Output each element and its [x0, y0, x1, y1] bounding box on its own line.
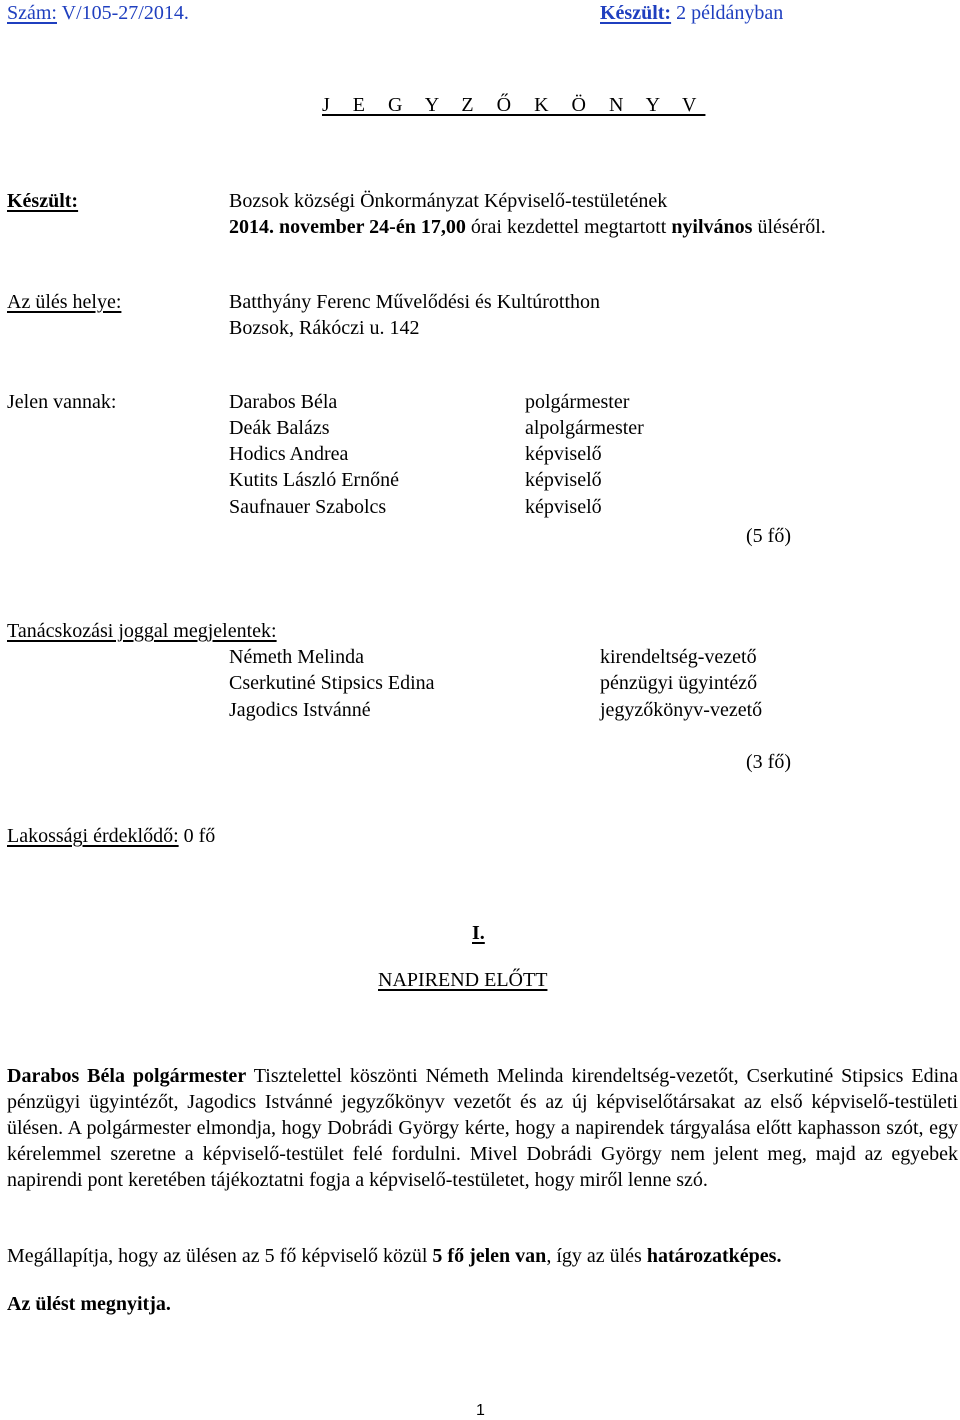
- meeting-date: 2014. november 24-én 17,00: [229, 216, 466, 238]
- list-item: Deák Balázs: [229, 417, 330, 439]
- section-number: I.: [472, 922, 485, 944]
- paragraph-3: Az ülést megnyitja.: [7, 1293, 171, 1315]
- page-number: 1: [476, 1402, 485, 1419]
- list-item-role: jegyzőkönyv-vezető: [600, 699, 763, 721]
- list-item-role: pénzügyi ügyintéző: [600, 672, 758, 694]
- jelen-label: Jelen vannak:: [7, 391, 117, 413]
- paragraph-2: [7, 1243, 958, 1269]
- list-item: Darabos Béla: [229, 391, 338, 413]
- keszult-label: Készült:: [7, 190, 79, 212]
- lakossagi-line: [7, 823, 215, 849]
- list-item: Németh Melinda: [229, 646, 364, 668]
- list-item-role: képviselő: [525, 443, 602, 465]
- tanacs-label: Tanácskozási joggal megjelentek:: [7, 620, 277, 642]
- keszult-copies-value: 2 példányban: [676, 2, 784, 24]
- present-count: 5 fő jelen van: [432, 1245, 547, 1267]
- list-item-role: alpolgármester: [525, 417, 644, 439]
- page-title: J E G Y Z Ő K Ö N Y V: [322, 94, 706, 116]
- paragraph-1-text: Tisztelettel köszönti Németh Melinda kirendeltség-vezetőt, Cserkutiné Stipsics Edina pénzügyi ügyintézőt, Jagodics Istvánné jegyzőkönyv vezetőt és az új képviselőtársakat az első képviselő-testületi ülésen. A polgármester elmondja, hogy Dobrádi György kérte, hogy a napirendek tárgyalása előtt kaphasson szót, egy kérelemmel szeretne a képviselő-testület felé fordulni. Mivel Dobrádi György nem jelent meg, majd az egyebek napirendi pont keretében tájékoztatni fogja a képviselő-testületet, hogy miről lenne szó.: [7, 1065, 959, 1191]
- list-item: Kutits László Ernőné: [229, 469, 399, 491]
- list-item: Cserkutiné Stipsics Edina: [229, 672, 435, 694]
- list-item-role: polgármester: [525, 391, 630, 413]
- helye-line1: Batthyány Ferenc Művelődési és Kultúrotthon: [229, 291, 601, 313]
- doc-number: [7, 0, 189, 26]
- list-item: Hodics Andrea: [229, 443, 349, 465]
- lakossagi-label: Lakossági érdeklődő:: [7, 825, 179, 847]
- helye-label: Az ülés helye:: [7, 291, 122, 313]
- szam-value: V/105-27/2014.: [61, 2, 189, 24]
- keszult-line1: Bozsok községi Önkormányzat Képviselő-testületének: [229, 190, 668, 212]
- keszult-line2: [229, 214, 826, 240]
- section-title: NAPIREND ELŐTT: [378, 969, 548, 991]
- lakossagi-value: 0 fő: [183, 825, 216, 847]
- list-item: Saufnauer Szabolcs: [229, 496, 387, 518]
- list-item: Jagodics Istvánné: [229, 699, 371, 721]
- tanacs-count: (3 fő): [746, 751, 791, 773]
- helye-line2: Bozsok, Rákóczi u. 142: [229, 317, 420, 339]
- jelen-count: (5 fő): [746, 525, 791, 547]
- list-item-role: képviselő: [525, 469, 602, 491]
- paragraph-2-text-c: , így az ülés: [546, 1245, 647, 1267]
- paragraph-1: [7, 1063, 958, 1193]
- meeting-type: nyilvános: [671, 216, 753, 238]
- szam-label: Szám:: [7, 2, 57, 24]
- meeting-end-text: üléséről.: [752, 216, 826, 238]
- list-item-role: kirendeltség-vezető: [600, 646, 757, 668]
- quorum-status: határozatképes.: [646, 1245, 782, 1267]
- keszult-copies-label: Készült:: [600, 2, 672, 24]
- list-item-role: képviselő: [525, 496, 602, 518]
- paragraph-2-text-a: Megállapítja, hogy az ülésen az 5 fő képviselő közül: [7, 1245, 433, 1267]
- speaker-name: Darabos Béla polgármester: [7, 1065, 247, 1087]
- copies-info: [600, 0, 783, 26]
- meeting-time-text: órai kezdettel megtartott: [465, 216, 672, 238]
